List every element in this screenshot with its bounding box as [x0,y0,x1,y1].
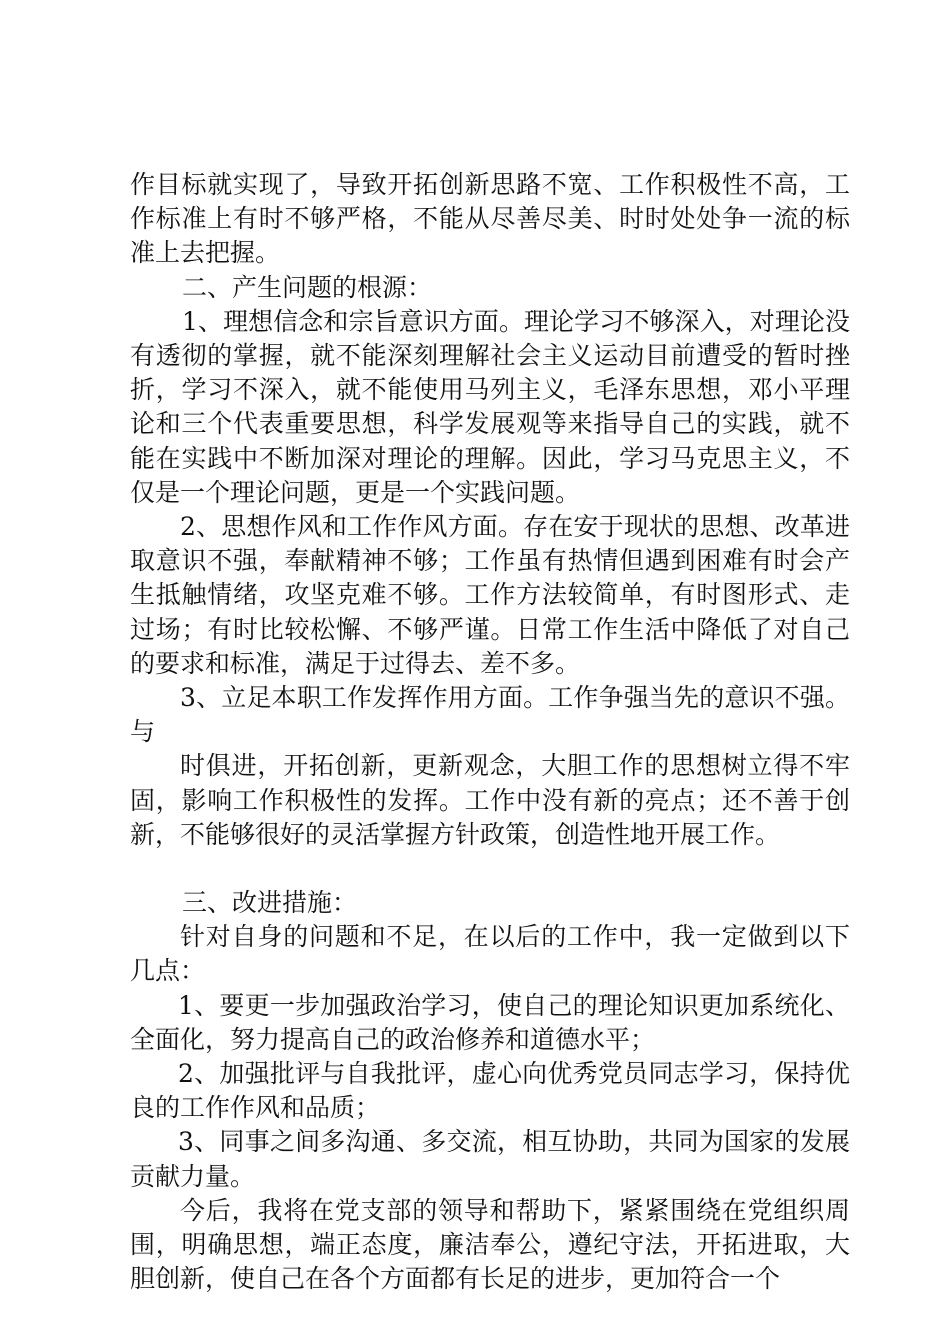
document-body [130,168,850,1297]
blank-line [130,852,850,886]
paragraph-job-role: 3、立足本职工作发挥作用方面。工作争强当先的意识不强。与 [130,683,850,747]
paragraph-improvement-2: 2、加强批评与自我批评，虚心向优秀党员同志学习，保持优良的工作作风和品质； [130,1059,850,1123]
paragraph-improvement-1: 1、要更一步加强政治学习，使自己的理论知识更加系统化、全面化，努力提高自己的政治修养和道德水平； [130,990,850,1054]
section-heading-root-causes: 二、产生问题的根源： [182,272,433,302]
paragraph-continuation: 作目标就实现了，导致开拓创新思路不宽、工作积极性不高，工作标准上有时不够严格，不能从尽善尽美、时时处处争一流的标准上去把握。 [130,170,850,268]
section-heading-improvements: 三、改进措施： [182,888,358,918]
paragraph-work-style: 2、思想作风和工作作风方面。存在安于现状的思想、改革进取意识不强，奉献精神不够；工作虽有热情但遇到困难有时会产生抵触情绪，攻坚克难不够。工作方法较简单，有时图形式、走过场；有时比较松懈、不够严谨。日常工作生活中降低了对自己的要求和标准，满足于过得去、差不多。 [130,512,850,678]
paragraph-improvement-3: 3、同事之间多沟通、多交流，相互协助，共同为国家的发展贡献力量。 [130,1127,850,1191]
paragraph-improvement-intro: 针对自身的问题和不足，在以后的工作中，我一定做到以下几点： [130,922,850,986]
paragraph-job-role-continued: 时俱进，开拓创新，更新观念，大胆工作的思想树立得不牢固，影响工作积极性的发挥。工作中没有新的亮点；还不善于创新，不能够很好的灵活掌握方针政策，创造性地开展工作。 [130,751,850,849]
paragraph-future-commitment: 今后，我将在党支部的领导和帮助下，紧紧围绕在党组织周围，明确思想，端正态度，廉洁奉公，遵纪守法，开拓进取，大胆创新，使自己在各个方面都有长足的进步，更加符合一个 [130,1195,850,1294]
paragraph-ideals-beliefs: 1、理想信念和宗旨意识方面。理论学习不够深入，对理论没有透彻的掌握，就不能深刻理解社会主义运动目前遭受的暂时挫折，学习不深入，就不能使用马列主义，毛泽东思想，邓小平理论和三个代表重要思想，科学发展观等来指导自己的实践，就不能在实践中不断加深对理论的理解。因此，学习马克思主义，不仅是一个理论问题，更是一个实践问题。 [130,306,850,507]
